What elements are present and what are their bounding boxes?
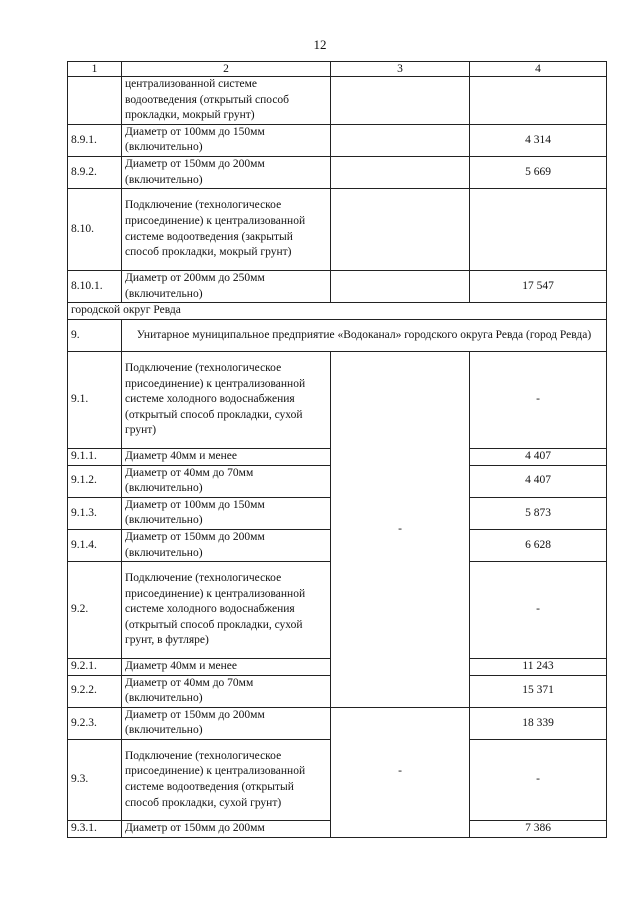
row-number: 9.3.1. xyxy=(68,821,122,838)
district-label: городской округ Ревда xyxy=(68,303,607,320)
row-value: 15 371 xyxy=(470,675,607,707)
row-col3 xyxy=(331,77,470,125)
row-number: 8.10. xyxy=(68,189,122,271)
row-description: Диаметр от 150мм до 200мм xyxy=(122,821,331,838)
row-number: 8.10.1. xyxy=(68,271,122,303)
row-description: Диаметр 40мм и менее xyxy=(122,659,331,676)
row-number: 9.2.2. xyxy=(68,675,122,707)
row-value: 6 628 xyxy=(470,529,607,561)
row-value: 17 547 xyxy=(470,271,607,303)
row-description: Диаметр от 100мм до 150мм (включительно) xyxy=(122,497,331,529)
table-row xyxy=(68,271,607,303)
row-description: Диаметр от 40мм до 70мм (включительно) xyxy=(122,675,331,707)
row-value: 5 669 xyxy=(470,156,607,188)
row-description: Диаметр от 200мм до 250мм (включительно) xyxy=(122,271,331,303)
row-col3 xyxy=(331,189,470,271)
row-number: 9.2.3. xyxy=(68,707,122,739)
table-row xyxy=(68,189,607,271)
header-col-4: 4 xyxy=(470,62,607,77)
organization-title: Унитарное муниципальное предприятие «Водоканал» городского округа Ревда (город Ревда) xyxy=(122,319,607,351)
row-description: Подключение (технологическое присоединение) к централизованной системе холодного водоснабжения (открытый способ прокладки, сухой грунт) xyxy=(122,351,331,448)
table-row xyxy=(68,77,607,125)
header-col-1: 1 xyxy=(68,62,122,77)
row-number: 9. xyxy=(68,319,122,351)
col3-merged-value: - xyxy=(331,707,470,837)
row-number: 9.2.1. xyxy=(68,659,122,676)
row-value: - xyxy=(470,351,607,448)
row-col3 xyxy=(331,124,470,156)
row-value: 4 407 xyxy=(470,465,607,497)
row-number: 9.3. xyxy=(68,740,122,821)
row-number: 9.1.2. xyxy=(68,465,122,497)
row-description: Диаметр 40мм и менее xyxy=(122,448,331,465)
row-description: Подключение (технологическое присоединение) к централизованной системе водоотведения (закрытый способ прокладки, мокрый грунт) xyxy=(122,189,331,271)
row-value xyxy=(470,77,607,125)
row-col3 xyxy=(331,156,470,188)
row-description: Диаметр от 150мм до 200мм (включительно) xyxy=(122,156,331,188)
row-description: Диаметр от 150мм до 200мм (включительно) xyxy=(122,707,331,739)
row-number: 9.1. xyxy=(68,351,122,448)
page-number: 12 xyxy=(313,37,327,52)
district-row xyxy=(68,303,607,320)
row-description: Подключение (технологическое присоединение) к централизованной системе водоотведения (открытый способ прокладки, сухой грунт) xyxy=(122,740,331,821)
header-col-3: 3 xyxy=(331,62,470,77)
row-number: 9.1.1. xyxy=(68,448,122,465)
row-value: 5 873 xyxy=(470,497,607,529)
table-header-row xyxy=(68,62,607,77)
table-row xyxy=(68,124,607,156)
row-description: Подключение (технологическое присоединение) к централизованной системе холодного водоснабжения (открытый способ прокладки, сухой грунт, в футляре) xyxy=(122,562,331,659)
row-number: 8.9.2. xyxy=(68,156,122,188)
row-number: 9.2. xyxy=(68,562,122,659)
row-number: 9.1.4. xyxy=(68,529,122,561)
organization-row xyxy=(68,319,607,351)
row-description: Диаметр от 100мм до 150мм (включительно) xyxy=(122,124,331,156)
table-row xyxy=(68,351,607,448)
row-value: - xyxy=(470,562,607,659)
row-value: 7 386 xyxy=(470,821,607,838)
row-value: 4 407 xyxy=(470,448,607,465)
row-value: 18 339 xyxy=(470,707,607,739)
row-value: 4 314 xyxy=(470,124,607,156)
row-value: - xyxy=(470,740,607,821)
row-description: Диаметр от 150мм до 200мм (включительно) xyxy=(122,529,331,561)
row-value: 11 243 xyxy=(470,659,607,676)
row-col3 xyxy=(331,271,470,303)
table-row xyxy=(68,156,607,188)
row-number: 9.1.3. xyxy=(68,497,122,529)
table-row xyxy=(68,707,607,739)
row-number xyxy=(68,77,122,125)
tariff-table xyxy=(67,61,607,838)
row-description: централизованной системе водоотведения (открытый способ прокладки, мокрый грунт) xyxy=(122,77,331,125)
row-value xyxy=(470,189,607,271)
col3-merged-value: - xyxy=(331,351,470,707)
row-number: 8.9.1. xyxy=(68,124,122,156)
header-col-2: 2 xyxy=(122,62,331,77)
row-description: Диаметр от 40мм до 70мм (включительно) xyxy=(122,465,331,497)
